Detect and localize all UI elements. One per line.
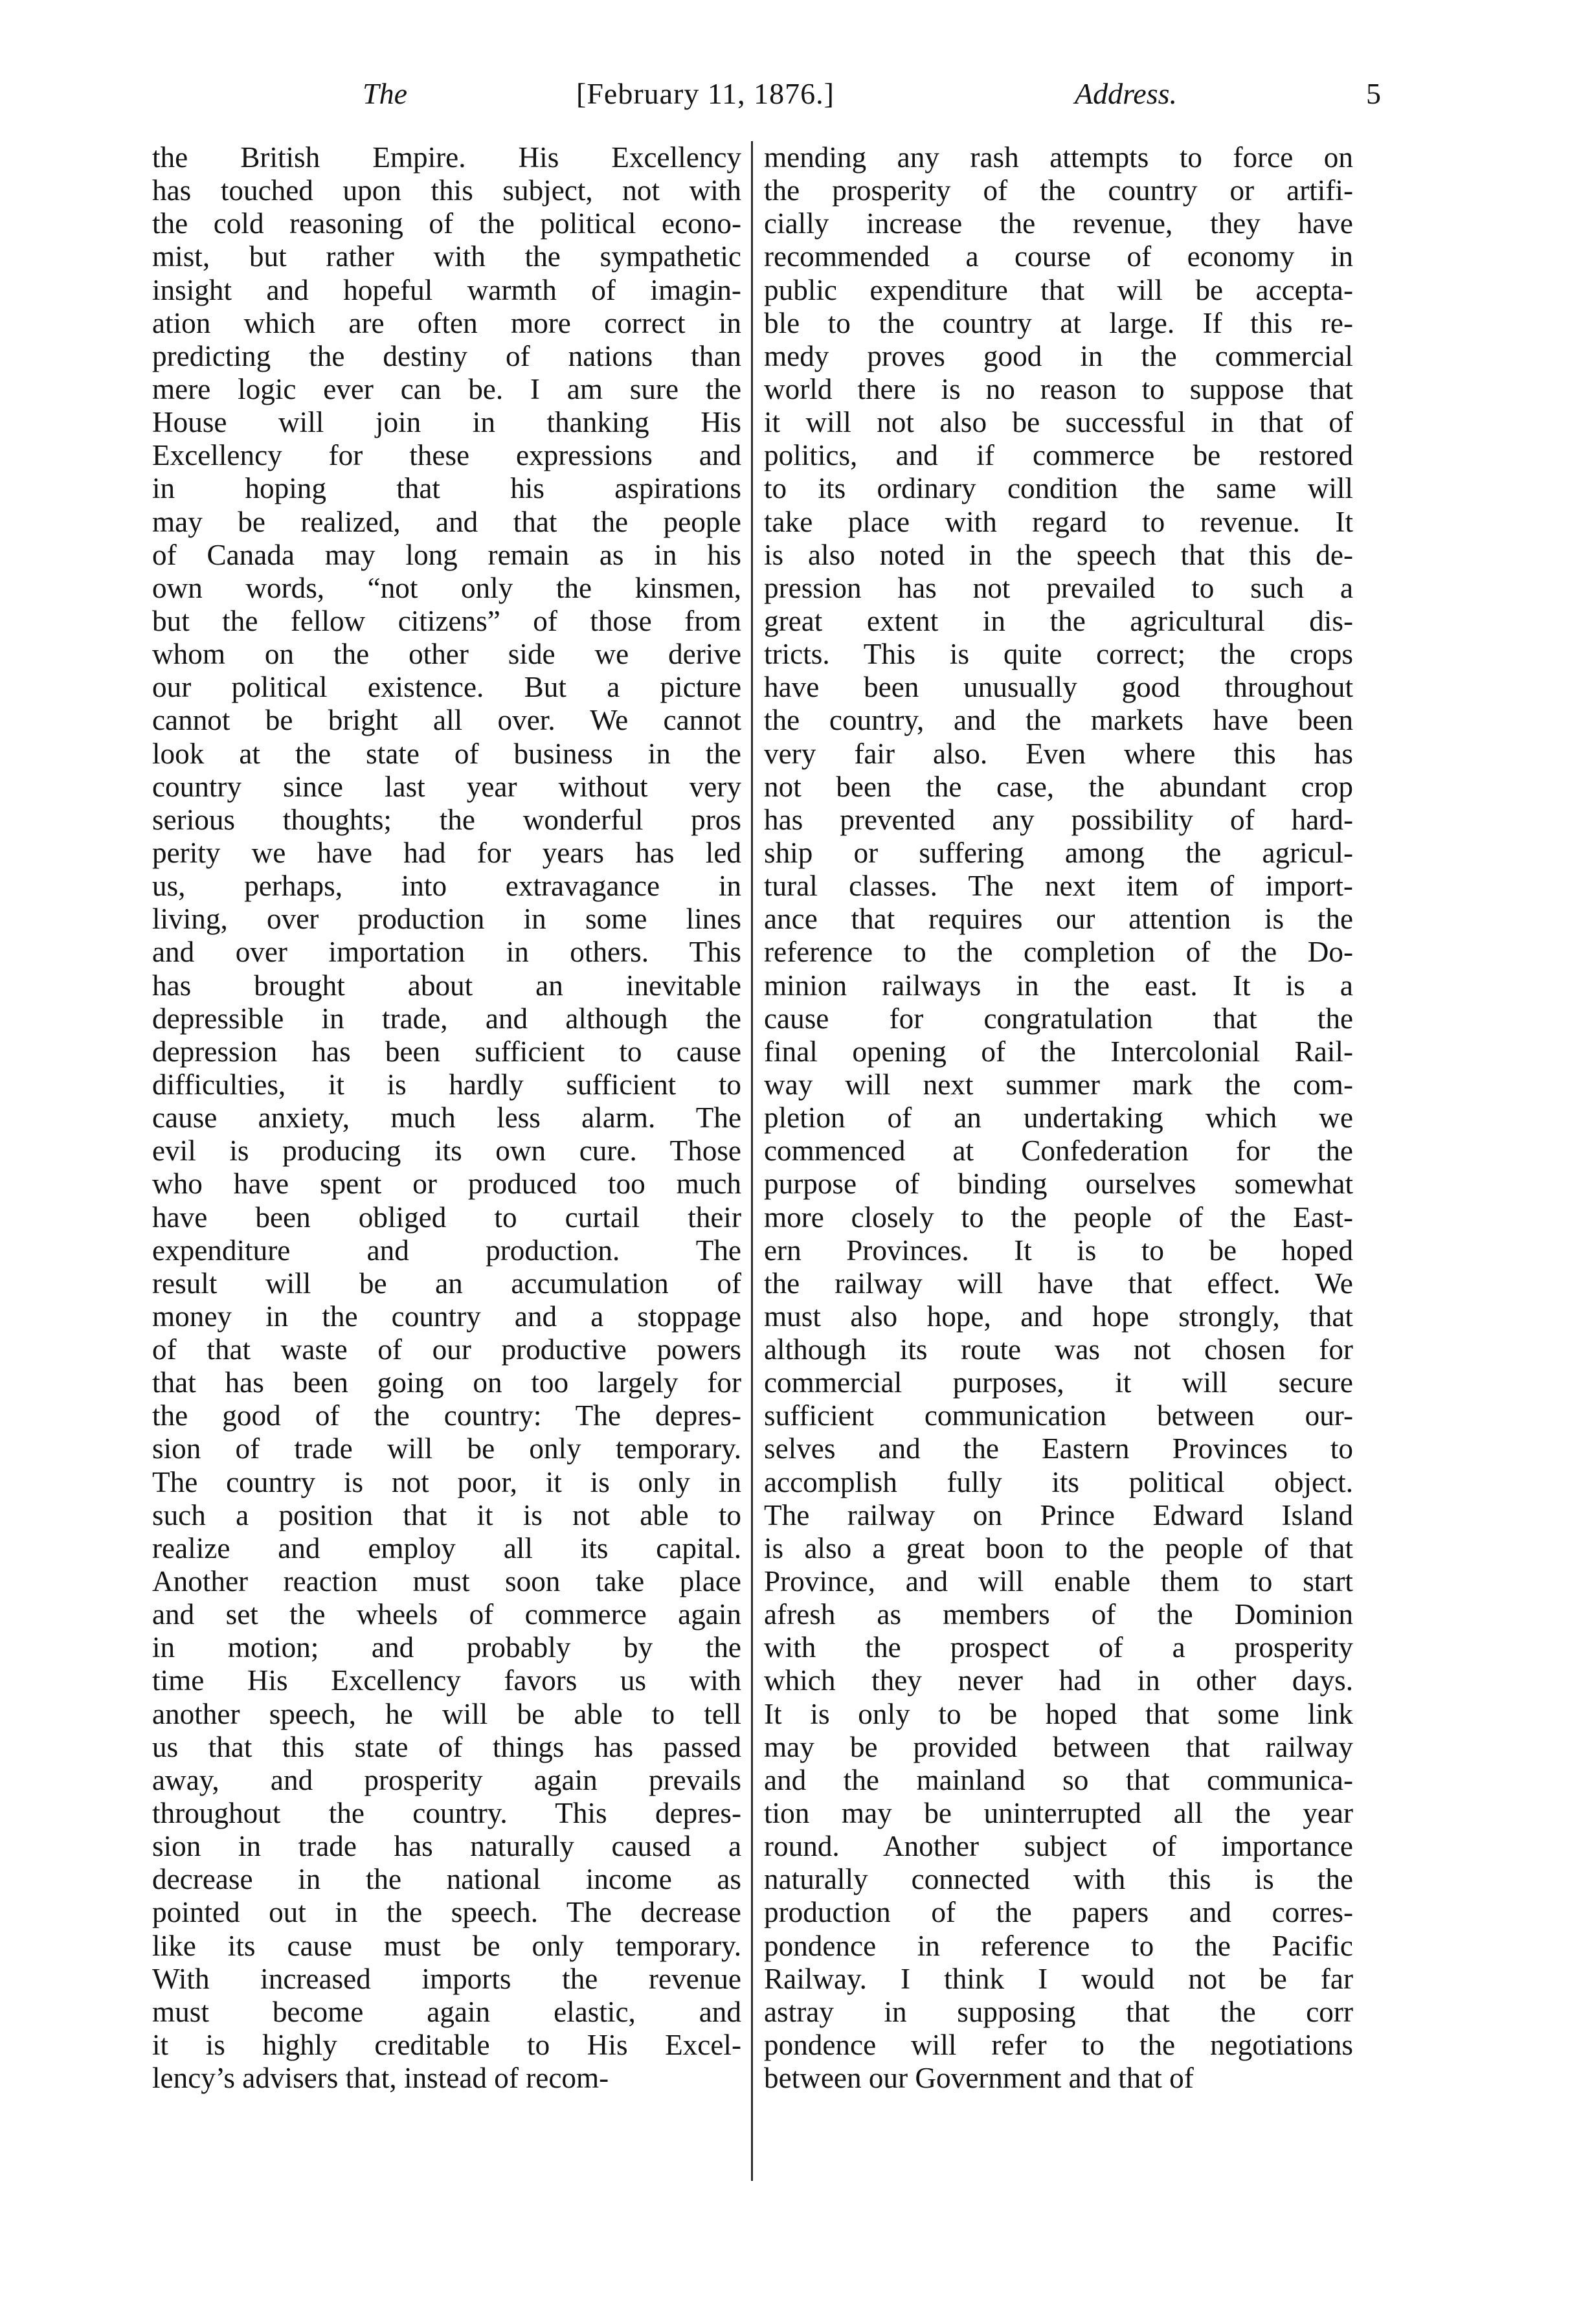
text-line: between our Government and that of [764,2062,1194,2095]
text-line: us, perhaps, into extravagance in [152,870,741,903]
text-line: may be realized, and that the people [152,505,741,538]
text-line: pletion of an undertaking which we [764,1101,1353,1134]
text-line: pression has not prevailed to such a [764,571,1353,604]
text-line: tricts. This is quite correct; the crops [764,638,1353,671]
text-line: commercial purposes, it will secure [764,1366,1353,1399]
text-line: away, and prosperity again prevails [152,1763,741,1796]
text-line: have been unusually good throughout [764,671,1353,704]
text-line: way will next summer mark the com- [764,1068,1353,1101]
text-line: more closely to the people of the East- [764,1201,1353,1234]
text-line: has brought about an inevitable [152,969,741,1002]
text-line: naturally connected with this is the [764,1863,1353,1896]
text-line: to its ordinary condition the same will [764,472,1353,505]
text-line: sion in trade has naturally caused a [152,1830,741,1863]
text-line: the prosperity of the country or artifi- [764,174,1353,207]
column-divider [751,141,753,2181]
text-line: cause for congratulation that the [764,1002,1353,1035]
text-line: ble to the country at large. If this re- [764,306,1353,339]
text-line: pondence in reference to the Pacific [764,1929,1353,1962]
text-line: tural classes. The next item of import- [764,870,1353,903]
text-line: mist, but rather with the sympathetic [152,240,741,273]
text-line: depressible in trade, and although the [152,1002,741,1035]
text-line: sufficient communication between our- [764,1399,1353,1432]
text-line: like its cause must be only temporary. [152,1929,741,1962]
text-line: result will be an accumulation of [152,1267,741,1300]
text-line: the British Empire. His Excellency [152,141,741,174]
text-line: another speech, he will be able to tell [152,1697,741,1730]
text-line: tion may be uninterrupted all the year [764,1797,1353,1830]
running-head-right: Address. [1075,77,1178,110]
text-line: us that this state of things has passed [152,1730,741,1763]
text-line: and the mainland so that communica- [764,1763,1353,1796]
text-line: the country, and the markets have been [764,704,1353,737]
text-line: of that waste of our productive powers [152,1333,741,1366]
text-line: great extent in the agricultural dis- [764,604,1353,637]
text-line: depression has been sufficient to cause [152,1035,741,1068]
text-line: in hoping that his aspirations [152,472,741,505]
text-line: sion of trade will be only temporary. [152,1432,741,1465]
text-line: Excellency for these expressions and [152,439,741,472]
text-line: ation which are often more correct in [152,306,741,339]
text-line: not been the case, the abundant crop [764,770,1353,803]
text-line: look at the state of business in the [152,737,741,770]
text-line: Railway. I think I would not be far [764,1962,1353,1995]
text-line: serious thoughts; the wonderful pros [152,803,741,836]
text-line: The railway on Prince Edward Island [764,1498,1353,1531]
text-line: may be provided between that railway [764,1730,1353,1763]
text-line: must also hope, and hope strongly, that [764,1300,1353,1333]
text-line: in motion; and probably by the [152,1631,741,1664]
text-line: The country is not poor, it is only in [152,1465,741,1498]
text-line: world there is no reason to suppose that [764,372,1353,405]
text-line: final opening of the Intercolonial Rail- [764,1035,1353,1068]
text-line: which they never had in other days. [764,1664,1353,1697]
text-line: ern Provinces. It is to be hoped [764,1234,1353,1267]
text-line: such a position that it is not able to [152,1498,741,1531]
text-line: predicting the destiny of nations than [152,339,741,372]
text-line: difficulties, it is hardly sufficient to [152,1068,741,1101]
text-line: take place with regard to revenue. It [764,505,1353,538]
text-line: and set the wheels of commerce again [152,1598,741,1631]
text-line: has prevented any possibility of hard- [764,803,1353,836]
text-line: evil is producing its own cure. Those [152,1134,741,1168]
text-line: the cold reasoning of the political econo- [152,207,741,240]
right-column [764,141,1353,2095]
text-line: the railway will have that effect. We [764,1267,1353,1300]
text-line: whom on the other side we derive [152,638,741,671]
left-column [152,141,741,2095]
text-line: reference to the completion of the Do- [764,936,1353,969]
text-line: cannot be bright all over. We cannot [152,704,741,737]
text-line: very fair also. Even where this has [764,737,1353,770]
text-line: own words, “not only the kinsmen, [152,571,741,604]
text-line: but the fellow citizens” of those from [152,604,741,637]
text-line: Province, and will enable them to start [764,1565,1353,1598]
text-line: that has been going on too largely for [152,1366,741,1399]
text-line: perity we have had for years has led [152,836,741,869]
text-line: time His Excellency favors us with [152,1664,741,1697]
text-line: mending any rash attempts to force on [764,141,1353,174]
text-line: medy proves good in the commercial [764,339,1353,372]
text-line: insight and hopeful warmth of imagin- [152,273,741,306]
text-line: have been obliged to curtail their [152,1201,741,1234]
text-line: who have spent or produced too much [152,1168,741,1201]
text-line: country since last year without very [152,770,741,803]
text-line: is also noted in the speech that this de- [764,538,1353,571]
text-line: cially increase the revenue, they have [764,207,1353,240]
text-line: the good of the country: The depres- [152,1399,741,1432]
page-header [363,76,1385,128]
text-line: it is highly creditable to His Excel- [152,2029,741,2062]
text-line: realize and employ all its capital. [152,1531,741,1564]
text-line: It is only to be hoped that some link [764,1697,1353,1730]
text-line: round. Another subject of importance [764,1830,1353,1863]
text-line: purpose of binding ourselves somewhat [764,1168,1353,1201]
text-line: Another reaction must soon take place [152,1565,741,1598]
text-line: With increased imports the revenue [152,1962,741,1995]
text-line: accomplish fully its political object. [764,1465,1353,1498]
text-line: must become again elastic, and [152,1995,741,2028]
text-line: lency’s advisers that, instead of recom- [152,2062,609,2095]
text-line: although its route was not chosen for [764,1333,1353,1366]
page-number: 5 [1366,77,1381,110]
text-line: with the prospect of a prosperity [764,1631,1353,1664]
text-line: it will not also be successful in that of [764,406,1353,439]
text-line: and over importation in others. This [152,936,741,969]
text-line: is also a great boon to the people of that [764,1531,1353,1564]
text-line: decrease in the national income as [152,1863,741,1896]
running-head-date: [February 11, 1876.] [576,77,835,110]
text-line: our political existence. But a picture [152,671,741,704]
text-line: public expenditure that will be accepta- [764,273,1353,306]
text-line: mere logic ever can be. I am sure the [152,372,741,405]
text-line: afresh as members of the Dominion [764,1598,1353,1631]
text-line: throughout the country. This depres- [152,1797,741,1830]
text-line: pointed out in the speech. The decrease [152,1896,741,1929]
text-line: politics, and if commerce be restored [764,439,1353,472]
text-line: ship or suffering among the agricul- [764,836,1353,869]
text-line: pondence will refer to the negotiations [764,2029,1353,2062]
text-line: expenditure and production. The [152,1234,741,1267]
text-line: cause anxiety, much less alarm. The [152,1101,741,1134]
running-head-left: The [363,77,407,110]
text-line: commenced at Confederation for the [764,1134,1353,1168]
text-line: living, over production in some lines [152,903,741,936]
text-line: of Canada may long remain as in his [152,538,741,571]
text-line: has touched upon this subject, not with [152,174,741,207]
text-line: House will join in thanking His [152,406,741,439]
text-line: selves and the Eastern Provinces to [764,1432,1353,1465]
text-line: ance that requires our attention is the [764,903,1353,936]
text-line: recommended a course of economy in [764,240,1353,273]
text-line: production of the papers and corres- [764,1896,1353,1929]
text-line: money in the country and a stoppage [152,1300,741,1333]
text-line: astray in supposing that the corr [764,1995,1353,2028]
text-line: minion railways in the east. It is a [764,969,1353,1002]
